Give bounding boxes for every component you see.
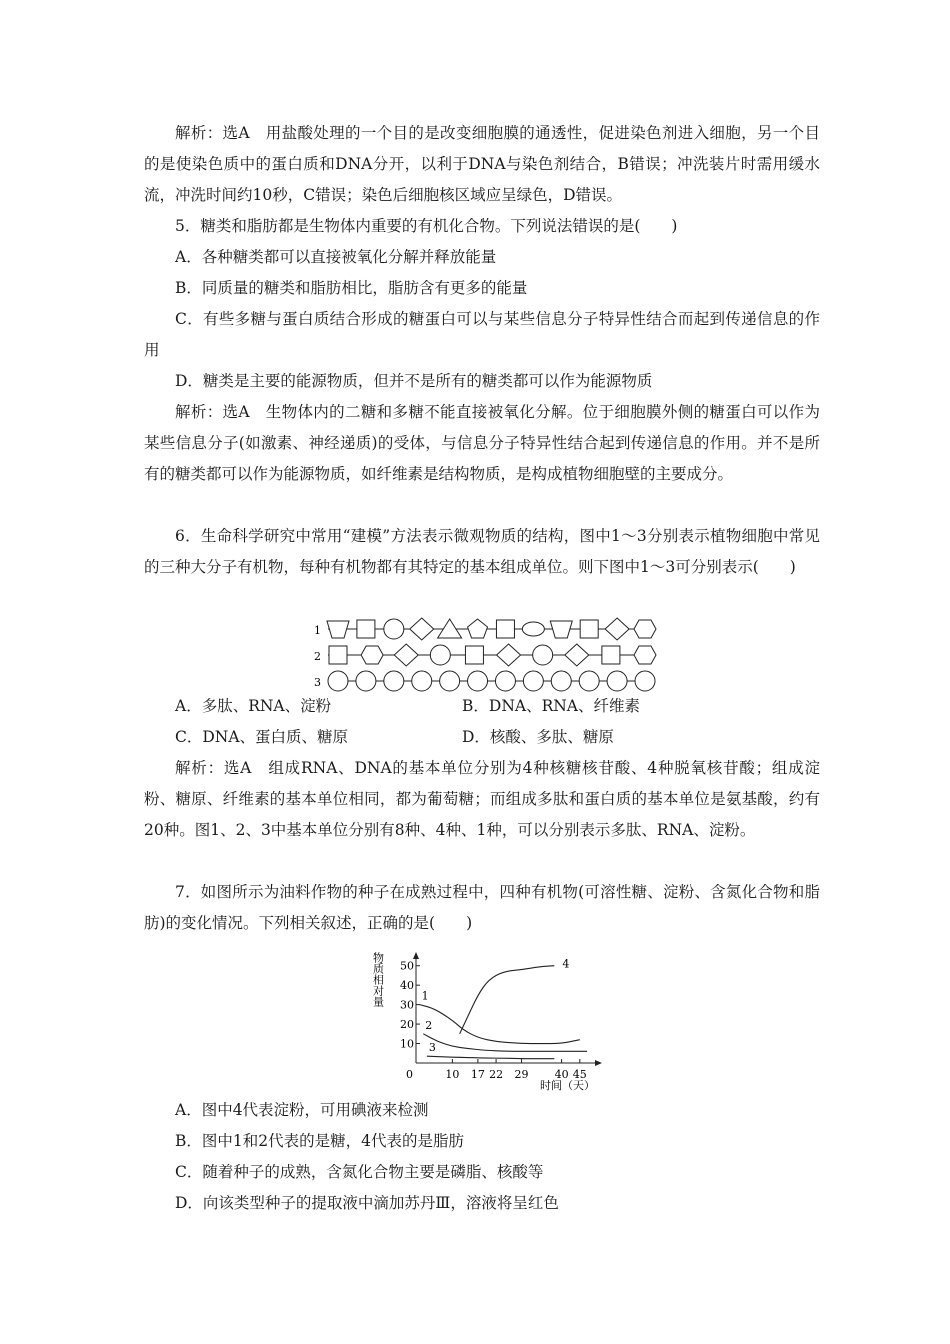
question-6-option-c: C．DNA、蛋白质、糖原 [175, 728, 349, 746]
y-tick-label: 50 [400, 959, 414, 973]
monomer-circle [412, 671, 432, 691]
question-6-options-row-2 [175, 722, 820, 753]
row-label-3: 3 [314, 676, 321, 689]
monomer-diamond [565, 644, 589, 666]
x-tick-label: 17 [470, 1068, 485, 1081]
chart-x-axis-arrow [595, 1060, 602, 1066]
series-label-1: 1 [421, 989, 429, 1003]
analysis-q4: 解析：选A 用盐酸处理的一个目的是改变细胞膜的通透性，促进染色剂进入细胞，另一个目的是使染色质中的蛋白质和DNA分开，以利于DNA与染色剂结合，B错误；冲洗装片时需用缓水流，冲洗时间约10秒，C错误；染色后细胞核区域应呈绿色，D错误。 [144, 124, 820, 204]
x-tick-label: 45 [572, 1068, 587, 1081]
question-5-option-d: D．糖类是主要的能源物质，但并不是所有的糖类都可以作为能源物质 [175, 372, 653, 390]
monomer-diamond [497, 644, 521, 666]
monomer-circle [523, 671, 543, 691]
y-tick-label: 40 [400, 979, 414, 993]
monomer-trapezoid [550, 621, 572, 638]
y-tick-label: 30 [400, 998, 414, 1012]
monomer-ellipse [522, 622, 544, 636]
question-6-options-row-1 [175, 691, 820, 722]
monomer-circle [356, 671, 376, 691]
series-line-1 [420, 1005, 580, 1044]
organic-matter-line-chart [370, 946, 610, 1092]
monomer-square [580, 620, 598, 638]
monomer-square [465, 646, 483, 664]
question-7-option-b: B．图中1和2代表的是糖，4代表的是脂肪 [175, 1132, 464, 1150]
row-label-1: 1 [314, 624, 321, 637]
y-tick-label: 10 [400, 1037, 414, 1051]
chart-series-lines [420, 966, 587, 1059]
monomer-hexagon [634, 620, 656, 638]
question-5-option-c: C．有些多糖与蛋白质结合形成的糖蛋白可以与某些信息分子特异性结合而起到传递信息的作用 [144, 310, 820, 359]
y-tick-label: 20 [400, 1018, 414, 1032]
monomer-circle [533, 645, 553, 665]
question-7-option-a: A．图中4代表淀粉，可用碘液来检测 [175, 1101, 429, 1119]
monomer-hexagon [361, 646, 383, 664]
molecule-row-1 [327, 618, 656, 640]
monomer-circle [635, 671, 655, 691]
monomer-circle [440, 671, 460, 691]
series-line-4 [460, 966, 555, 1034]
monomer-diamond [394, 644, 418, 666]
monomer-pentagon [468, 619, 488, 638]
x-tick-label: 40 [554, 1068, 569, 1081]
analysis-q5: 解析：选A 生物体内的二糖和多糖不能直接被氧化分解。位于细胞膜外侧的糖蛋白可以作为某些信息分子(如激素、神经递质)的受体，与信息分子特异性结合起到传递信息的作用。并不是所有的糖类都可以作为能源物质，如纤维素是结构物质，是构成植物细胞壁的主要成分。 [144, 403, 820, 483]
monomer-diamond [605, 618, 629, 640]
question-7-stem: 7．如图所示为油料作物的种子在成熟过程中，四种有机物(可溶性糖、淀粉、含氮化合物和脂肪)的变化情况。下列相关叙述，正确的是( ) [144, 883, 820, 932]
chart-y-axis-arrow [413, 952, 419, 959]
monomer-hexagon [634, 646, 656, 664]
question-5-stem: 5．糖类和脂肪都是生物体内重要的有机化合物。下列说法错误的是( ) [175, 217, 678, 235]
series-label-2: 2 [425, 1018, 433, 1032]
monomer-trapezoid [327, 621, 349, 638]
question-6-stem: 6．生命科学研究中常用“建模”方法表示微观物质的结构，图中1～3分别表示植物细胞中常见的三种大分子有机物，每种有机物都有其特定的基本组成单位。则下图中1～3可分别表示( ) [144, 527, 820, 576]
monomer-circle [607, 671, 627, 691]
chart-y-axis-label: 物质相对量 [371, 952, 385, 1007]
monomer-circle [551, 671, 571, 691]
monomer-square [357, 620, 375, 638]
monomer-square [602, 646, 620, 664]
monomer-diamond [410, 618, 434, 640]
monomer-circle [579, 671, 599, 691]
question-7-option-c: C．随着种子的成熟，含氮化合物主要是磷脂、核酸等 [175, 1163, 544, 1181]
molecule-model-figure [310, 613, 680, 697]
monomer-circle [384, 619, 404, 639]
monomer-circle [495, 671, 515, 691]
analysis-q6: 解析：选A 组成RNA、DNA的基本单位分别为4种核糖核苷酸、4种脱氧核苷酸；组成淀粉、糖原、纤维素的基本单位相同，都为葡萄糖；而组成多肽和蛋白质的基本单位是氨基酸，约有20种。图1、2、3中基本单位分别有8种、4种、1种，可以分别表示多肽、RNA、淀粉。 [144, 759, 820, 839]
monomer-circle [430, 645, 450, 665]
x-tick-label: 22 [489, 1068, 504, 1081]
monomer-square [496, 620, 514, 638]
question-6-option-d: D．核酸、多肽、糖原 [462, 728, 614, 746]
chart-series-labels [422, 958, 570, 1054]
question-6-option-a: A．多肽、RNA、淀粉 [175, 697, 332, 715]
question-7-option-d: D．向该类型种子的提取液中滴加苏丹Ⅲ，溶液将呈红色 [175, 1194, 559, 1212]
series-label-3: 3 [428, 1041, 436, 1055]
chart-origin-label: 0 [406, 1068, 413, 1081]
molecule-row-3 [328, 671, 655, 691]
monomer-square [329, 646, 347, 664]
question-6-option-b: B．DNA、RNA、纤维素 [462, 697, 641, 715]
series-line-3 [427, 1056, 554, 1059]
question-5-option-a: A．各种糖类都可以直接被氧化分解并释放能量 [175, 248, 497, 266]
x-tick-label: 29 [514, 1068, 529, 1081]
chart-x-axis-label: 时间（天） [540, 1079, 595, 1092]
series-label-4: 4 [562, 957, 570, 971]
monomer-circle [468, 671, 488, 691]
x-tick-label: 10 [445, 1068, 460, 1081]
monomer-circle [384, 671, 404, 691]
question-5-option-b: B．同质量的糖类和脂肪相比，脂肪含有更多的能量 [175, 279, 528, 297]
monomer-circle [328, 671, 348, 691]
row-label-2: 2 [314, 650, 321, 663]
molecule-row-2 [328, 644, 656, 666]
